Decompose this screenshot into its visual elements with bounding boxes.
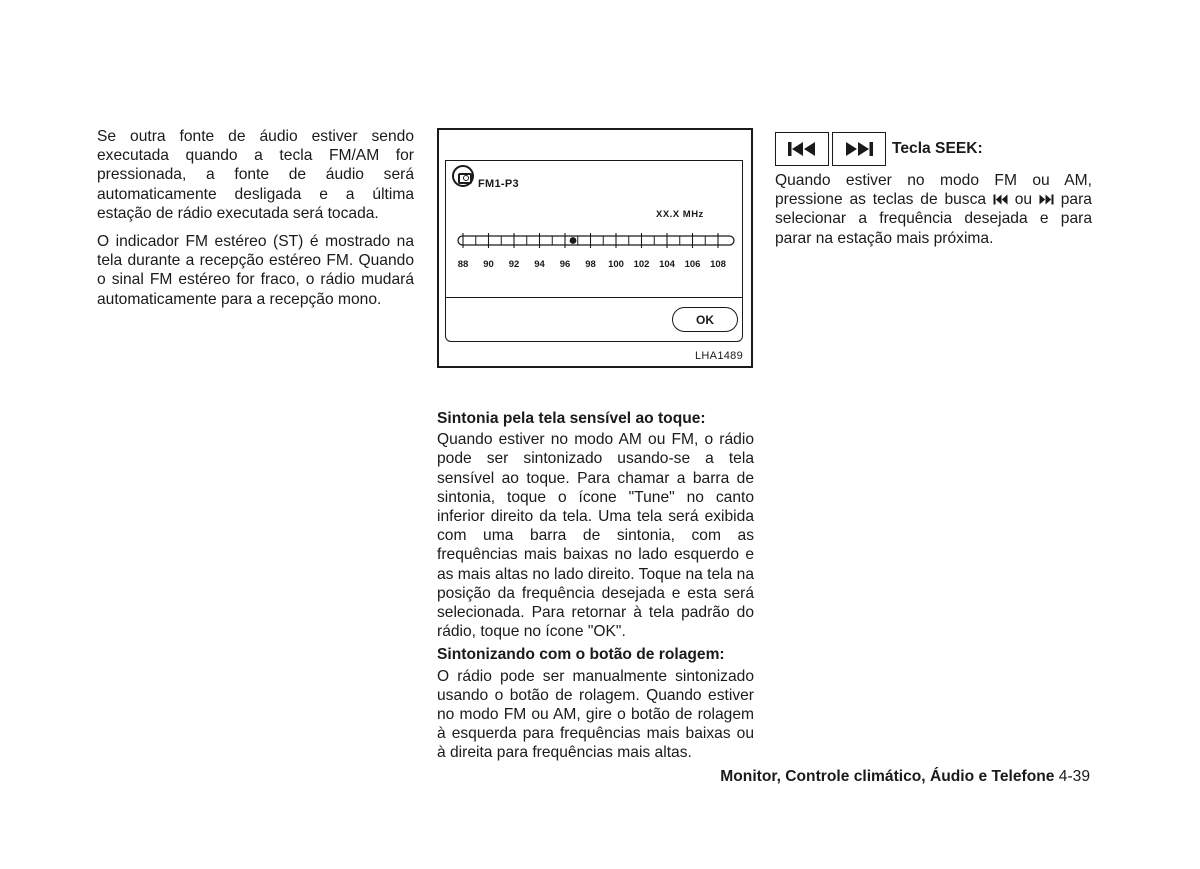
page-number: 4-39 <box>1058 768 1090 785</box>
seek-paragraph <box>775 171 1092 248</box>
scale-label: 96 <box>559 259 571 270</box>
seek-back-key[interactable] <box>775 132 829 166</box>
scale-label: 94 <box>534 259 545 270</box>
stereo-indicator-paragraph: O indicador FM estéreo (ST) é mostrado na tela durante a recepção estéreo FM. Quando o sinal FM estéreo for fraco, o rádio mudará automaticamente para a recepção mono. <box>97 233 414 308</box>
page-footer <box>720 768 1090 786</box>
frequency-display: XX.X MHz <box>656 209 704 220</box>
scale-label: 92 <box>508 259 520 270</box>
seek-forward-icon <box>844 141 874 157</box>
scroll-tuning-heading: Sintonizando com o botão de rolagem: <box>437 646 725 664</box>
seek-back-icon <box>993 194 1008 205</box>
scale-label: 106 <box>684 259 701 270</box>
seek-text-before: Quando estiver no modo FM ou AM, pressione as teclas de busca <box>775 172 1092 209</box>
scale-label: 108 <box>710 259 726 270</box>
section-title: Monitor, Controle climático, Áudio e Telefone <box>720 768 1055 785</box>
ok-button[interactable]: OK <box>672 307 738 332</box>
scale-label: 102 <box>633 259 650 270</box>
scroll-tuning-paragraph: O rádio pode ser manualmente sintonizado usando o botão de rolagem. Quando estiver no modo FM ou AM, gire o botão de rolagem à esquerda para frequências mais baixas ou à direita para frequências mais altas. <box>437 667 754 762</box>
tuning-bar[interactable] <box>456 227 736 297</box>
seek-forward-key[interactable] <box>832 132 886 166</box>
preset-label: FM1-P3 <box>478 178 519 190</box>
seek-back-icon <box>787 141 817 157</box>
seek-keys <box>775 132 983 166</box>
scale-label: 104 <box>659 259 675 270</box>
scale-label: 88 <box>457 259 469 270</box>
tuning-column <box>437 409 754 763</box>
figure-code: LHA1489 <box>695 350 743 362</box>
tuning-screen-figure <box>437 128 753 368</box>
scale-label: 98 <box>585 259 596 270</box>
tuning-marker <box>570 237 577 244</box>
radio-screen <box>445 160 743 342</box>
seek-heading: Tecla SEEK: <box>892 140 983 157</box>
seek-column <box>775 171 1092 248</box>
scale-label: 100 <box>608 259 624 270</box>
tuning-ticks <box>463 233 718 248</box>
intro-column <box>97 127 414 309</box>
touch-tuning-paragraph: Quando estiver no modo AM ou FM, o rádio pode ser sintonizado usando-se a tela sensível ao toque. Para chamar a barra de sintonia, toque o ícone "Tune" no canto inferior direito da tela. Uma tela será exibida com uma barra de sintonia, com as frequências mais baixas no lado esquerdo e as mais altas no lado direito. Toque na tela na posição da frequência desejada e esta será selecionada. Para retornar à tela padrão do rádio, toque no ícone "OK". <box>437 431 754 641</box>
seek-forward-icon <box>1039 194 1054 205</box>
radio-icon <box>452 165 474 187</box>
fm-am-paragraph: Se outra fonte de áudio estiver sendo executada quando a tecla FM/AM for pressionada, a fonte de áudio será automaticamente desligada e a última estação de rádio executada será tocada. <box>97 128 414 222</box>
scale-labels <box>458 259 726 270</box>
seek-text-after: para selecionar a frequência desejada e para parar na estação mais próxima. <box>775 191 1092 247</box>
scale-label: 90 <box>483 259 494 270</box>
touch-tuning-heading: Sintonia pela tela sensível ao toque: <box>437 410 706 427</box>
seek-text-middle: ou <box>1014 191 1033 209</box>
